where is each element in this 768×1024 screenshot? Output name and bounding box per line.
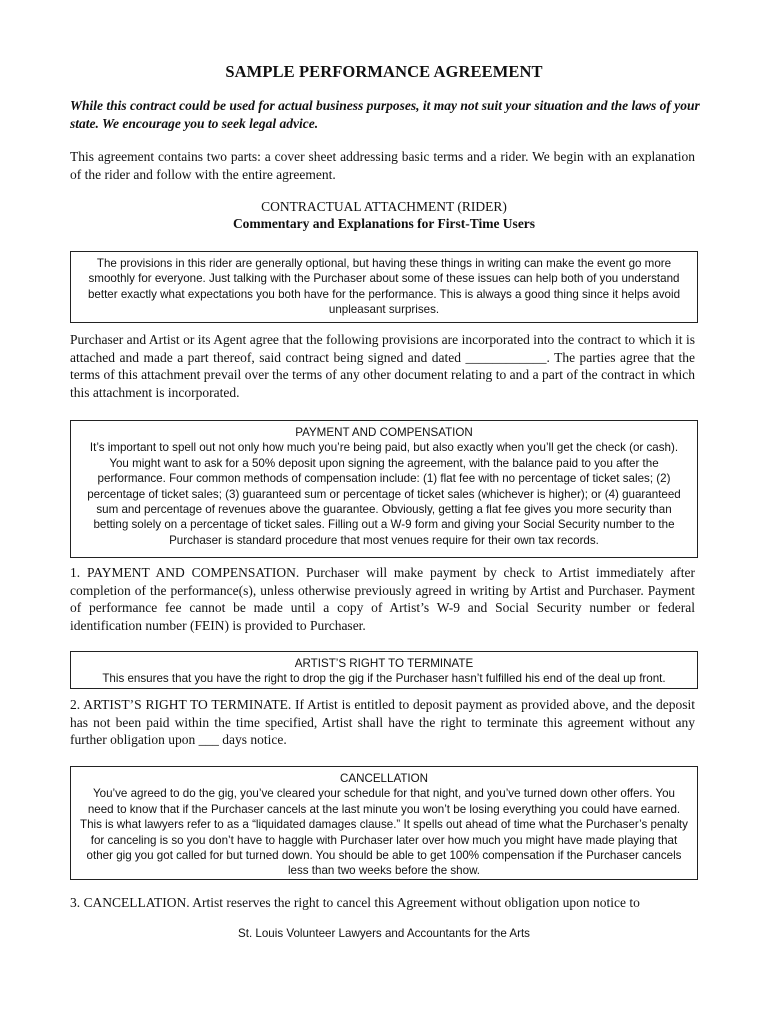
agreement-clause: Purchaser and Artist or its Agent agree that the following provisions are incorporated into the contract to which it is attached and made a part thereof, said contract being signed and dated ____________. The parties agree that the terms of this attachment prevail over the terms of any other document relating to and a part of the contract in which this attachment is incorporated. [70,332,695,400]
cancellation-commentary-text: You’ve agreed to do the gig, you’ve cleared your schedule for that night, and you’ve turned down other offers. You need to know that if the Purchaser cancels at the last minute you won’t be losing everything you could have earned. This is what lawyers refer to as a “liquidated damages clause.” It spells out ahead of time what the Purchaser’s penalty for canceling is so you don’t have to haggle with Purchaser later over how much you might have made playing that other gig you got called for but turned down. You should be able to get 100% compensation if the Purchaser cancels less than two weeks before the show. [80,787,688,878]
cancellation-commentary-box [70,766,698,880]
legal-disclaimer: While this contract could be used for actual business purposes, it may not suit your situation and the laws of your state. We encourage you to seek legal advice. [70,98,700,131]
cancellation-clause: 3. CANCELLATION. Artist reserves the right to cancel this Agreement without obligation upon notice to [70,895,640,910]
provisions-commentary-text: The provisions in this rider are generally optional, but having these things in writing can make the event go more smoothly for everyone. Just talking with the Purchaser about some of these issues can help both of you understand better exactly what expectations you both have for the performance. This is always a good thing since it helps avoid unpleasant surprises. [87,257,681,317]
terminate-commentary-box [70,651,698,689]
document-title: SAMPLE PERFORMANCE AGREEMENT [225,62,543,81]
rider-subtitle: Commentary and Explanations for First-Time Users [232,216,536,231]
payment-clause: 1. PAYMENT AND COMPENSATION. Purchaser will make payment by check to Artist immediately after completion of the performance(s), unless otherwise previously agreed in writing by Artist and Purchaser. Payment of performance fee cannot be made until a copy of Artist’s W-9 and Social Security number or federal identification number (FEIN) is provided to Purchaser. [70,565,695,633]
payment-commentary-heading: PAYMENT AND COMPENSATION [295,426,473,439]
terminate-clause: 2. ARTIST’S RIGHT TO TERMINATE. If Artist is entitled to deposit payment as provided above, and the deposit has not been paid within the time specified, Artist shall have the right to terminate this agreement without any further obligation upon ___ days notice. [70,697,695,748]
rider-title: CONTRACTUAL ATTACHMENT (RIDER) [261,199,507,214]
cancellation-commentary-heading: CANCELLATION [339,772,429,785]
page-footer: St. Louis Volunteer Lawyers and Accountants for the Arts [238,927,530,940]
terminate-commentary-text: This ensures that you have the right to drop the gig if the Purchaser hasn’t fulfilled his end of the deal up front. [102,672,666,686]
provisions-commentary-box [70,251,698,323]
payment-commentary-text: It’s important to spell out not only how much you’re being paid, but also exactly when you’ll get the check (or cash). You might want to ask for a 50% deposit upon signing the agreement, with the balance paid to you after the performance. Four common methods of compensation include: (1) flat fee with no percentage of ticket sales; (2) percentage of ticket sales; (3) guaranteed sum or percentage of ticket sales (whichever is higher); or (4) guaranteed sum and percentage of revenues above the guarantee. Obviously, getting a flat fee gives you more security than betting solely on a percentage of ticket sales. Filling out a W-9 form and giving your Social Security number to the Purchaser is standard procedure that most venues require for their own tax records. [87,441,681,547]
payment-commentary-box [70,420,698,558]
terminate-commentary-heading: ARTIST’S RIGHT TO TERMINATE [294,657,474,670]
intro-paragraph: This agreement contains two parts: a cover sheet addressing basic terms and a rider. We begin with an explanation of the rider and follow with the entire agreement. [70,149,695,182]
